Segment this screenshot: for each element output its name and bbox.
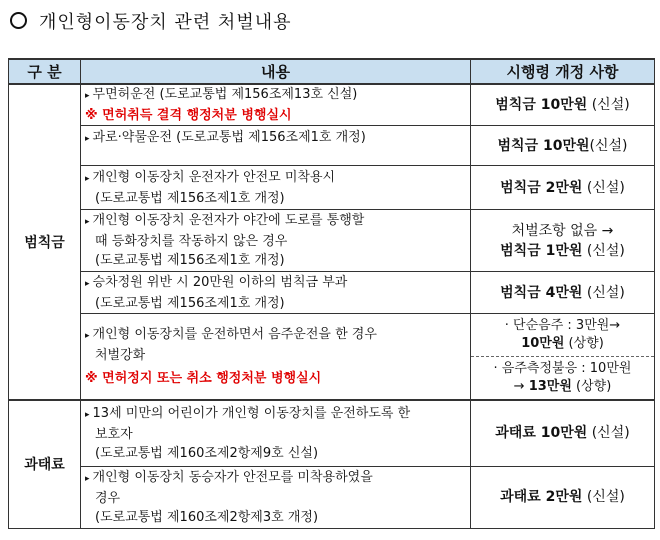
row-content: ▸ 개인형 이동장치를 운전하면서 음주운전을 한 경우 처벌강화 ※ 면허정지 또는 취소 행정처분 병행실시 [81,314,471,401]
triangle-bullet-icon: ▸ [85,134,90,144]
row-content: ▸ 개인형 이동장치 운전자가 야간에 도로를 통행할 때 등화장치를 작동하지 않은 경우 (도로교통법 제156조제1호 개정) [81,210,471,272]
row-penalty: 과태료 10만원 (신설) [471,400,655,466]
circle-bullet-icon [10,12,27,29]
row-penalty: 처벌조항 없음 → 범칙금 1만원 (신설) [471,210,655,272]
triangle-bullet-icon: ▸ [85,409,90,420]
row-content: ▸ 승차정원 위반 시 20만원 이하의 범칙금 부과 (도로교통법 제156조제1호 개정) [81,272,471,314]
table-row [9,400,655,466]
table-row [9,84,655,126]
row-penalty: 범칙금 10만원(신설) [471,126,655,166]
table-row [9,466,655,528]
table-row [9,126,655,166]
row-content: ▸ 무면허운전 (도로교통법 제156조제13호 신설) ※ 면허취득 결격 행정처분 병행실시 [81,84,471,126]
page-title [10,8,292,34]
row-penalty: 범칙금 2만원 (신설) [471,166,655,210]
penalty-table [8,58,655,529]
category-negligence: 과태료 [9,400,81,528]
triangle-bullet-icon: ▸ [85,331,90,341]
page-title-text: 개인형이동장치 관련 처벌내용 [39,12,292,33]
row-penalty: 범칙금 4만원 (신설) [471,272,655,314]
triangle-bullet-icon: ▸ [85,278,90,289]
table-row [9,272,655,314]
row-penalty: · 단순음주 : 3만원→ 10만원 (상향) · 음주측정불응 : 10만원 → 13만원 (상향) [471,314,655,401]
triangle-bullet-icon: ▸ [85,173,90,184]
row-content: ▸ 13세 미만의 어린이가 개인형 이동장치를 운전하도록 한 보호자 (도로교통법 제160조제2항제9호 신설) [81,400,471,466]
table-row [9,314,655,401]
row-content: ▸ 과로·약물운전 (도로교통법 제156조제1호 개정) [81,126,471,166]
row-content: ▸ 개인형 이동장치 동승자가 안전모를 미착용하였을 경우 (도로교통법 제160조제2항제3호 개정) [81,466,471,528]
triangle-bullet-icon: ▸ [85,473,90,484]
header-category: 구 분 [9,59,81,84]
category-fine: 범칙금 [9,84,81,400]
header-penalty: 시행령 개정 사항 [471,59,655,84]
table-row [9,166,655,210]
header-content: 내용 [81,59,471,84]
row-content: ▸ 개인형 이동장치 운전자가 안전모 미착용시 (도로교통법 제156조제1호 개정) [81,166,471,210]
row-penalty: 과태료 2만원 (신설) [471,466,655,528]
table-header-row [9,59,655,84]
triangle-bullet-icon: ▸ [85,91,90,101]
row-penalty: 범칙금 10만원 (신설) [471,84,655,126]
triangle-bullet-icon: ▸ [85,217,90,227]
table-row [9,210,655,272]
